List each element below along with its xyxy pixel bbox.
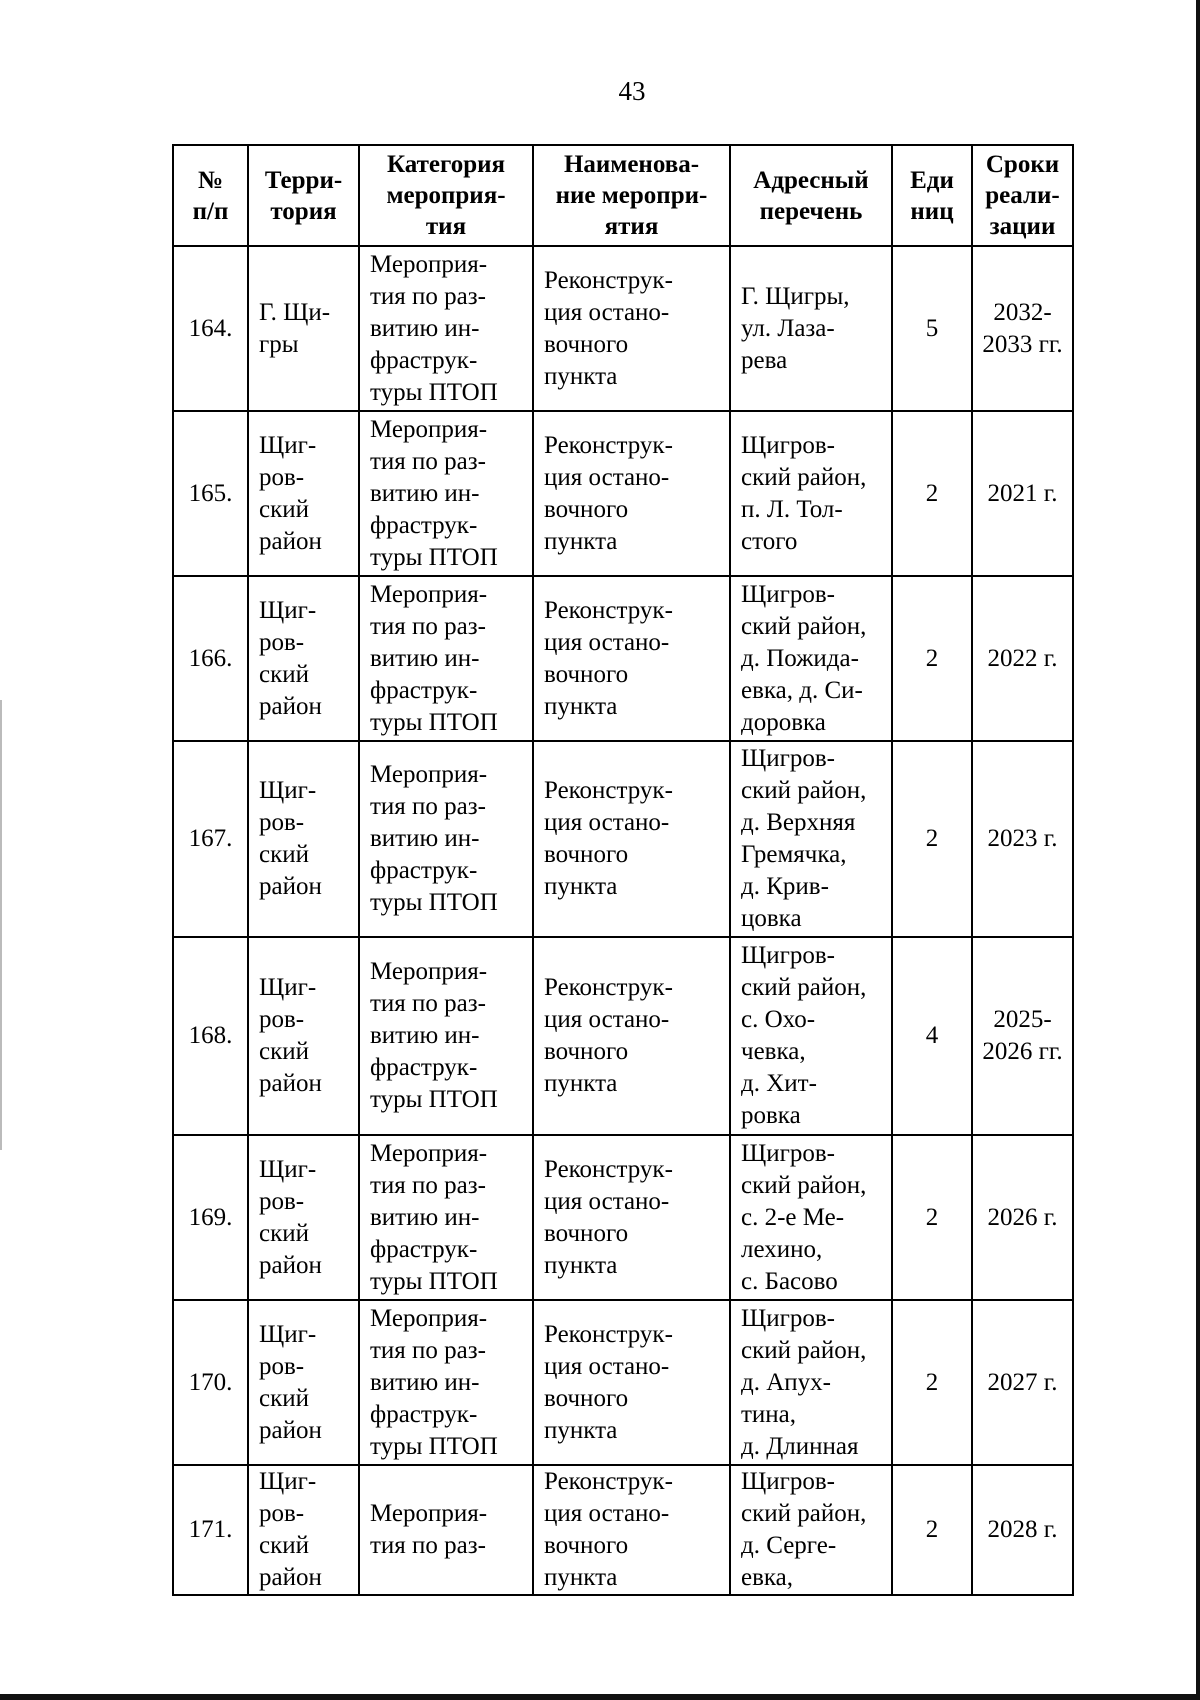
cell-units: 4 xyxy=(892,937,972,1135)
cell-num: 168. xyxy=(173,937,248,1135)
cell-units: 5 xyxy=(892,246,972,411)
cell-category: Мероприя- тия по раз- xyxy=(359,1465,533,1595)
cell-territory: Г. Щи- гры xyxy=(248,246,359,411)
cell-category: Мероприя- тия по раз- витию ин- фраструк- туры ПТОП xyxy=(359,576,533,741)
cell-name: Реконструк- ция остано- вочного пункта xyxy=(533,937,730,1135)
header-territory: Терри- тория xyxy=(248,145,359,246)
cell-term: 2028 г. xyxy=(972,1465,1073,1595)
cell-address: Щигров- ский район, с. 2-е Ме- лехино, с. Басово xyxy=(730,1135,892,1300)
table-row xyxy=(173,246,1073,411)
cell-territory: Щиг- ров- ский район xyxy=(248,741,359,937)
cell-category: Мероприя- тия по раз- витию ин- фраструк- туры ПТОП xyxy=(359,411,533,576)
cell-term: 2025- 2026 гг. xyxy=(972,937,1073,1135)
table-row xyxy=(173,937,1073,1135)
cell-territory: Щиг- ров- ский район xyxy=(248,937,359,1135)
cell-units: 2 xyxy=(892,1135,972,1300)
cell-category: Мероприя- тия по раз- витию ин- фраструк- туры ПТОП xyxy=(359,1300,533,1465)
cell-address: Щигров- ский район, с. Охо- чевка, д. Хит- ровка xyxy=(730,937,892,1135)
cell-units: 2 xyxy=(892,576,972,741)
cell-name: Реконструк- ция остано- вочного пункта xyxy=(533,576,730,741)
cell-units: 2 xyxy=(892,1465,972,1595)
cell-address: Щигров- ский район, д. Пожида- евка, д. Си- доровка xyxy=(730,576,892,741)
cell-category: Мероприя- тия по раз- витию ин- фраструк- туры ПТОП xyxy=(359,246,533,411)
cell-territory: Щиг- ров- ский район xyxy=(248,576,359,741)
scan-edge-right xyxy=(1196,0,1200,1700)
cell-name: Реконструк- ция остано- вочного пункта xyxy=(533,246,730,411)
header-units: Еди ниц xyxy=(892,145,972,246)
events-table xyxy=(172,144,1074,1596)
scan-edge-left xyxy=(0,700,2,1150)
header-category: Категория мероприя- тия xyxy=(359,145,533,246)
table-row xyxy=(173,1300,1073,1465)
header-address: Адресный перечень xyxy=(730,145,892,246)
cell-address: Г. Щигры, ул. Лаза- рева xyxy=(730,246,892,411)
cell-term: 2023 г. xyxy=(972,741,1073,937)
cell-num: 165. xyxy=(173,411,248,576)
cell-term: 2027 г. xyxy=(972,1300,1073,1465)
cell-num: 167. xyxy=(173,741,248,937)
cell-name: Реконструк- ция остано- вочного пункта xyxy=(533,741,730,937)
cell-num: 164. xyxy=(173,246,248,411)
cell-category: Мероприя- тия по раз- витию ин- фраструк- туры ПТОП xyxy=(359,937,533,1135)
cell-name: Реконструк- ция остано- вочного пункта xyxy=(533,411,730,576)
table-row xyxy=(173,1465,1073,1595)
cell-num: 169. xyxy=(173,1135,248,1300)
table-header-row xyxy=(173,145,1073,246)
cell-units: 2 xyxy=(892,1300,972,1465)
page-number: 43 xyxy=(618,76,646,106)
cell-term: 2022 г. xyxy=(972,576,1073,741)
cell-address: Щигров- ский район, д. Верхняя Гремячка, д. Крив- цовка xyxy=(730,741,892,937)
header-num: № п/п xyxy=(173,145,248,246)
header-name: Наименова- ние меропри- ятия xyxy=(533,145,730,246)
cell-territory: Щиг- ров- ский район xyxy=(248,411,359,576)
cell-num: 171. xyxy=(173,1465,248,1595)
header-term: Сроки реали- зации xyxy=(972,145,1073,246)
cell-term: 2032- 2033 гг. xyxy=(972,246,1073,411)
cell-address: Щигров- ский район, п. Л. Тол- стого xyxy=(730,411,892,576)
cell-term: 2021 г. xyxy=(972,411,1073,576)
table-row xyxy=(173,741,1073,937)
cell-address: Щигров- ский район, д. Апух- тина, д. Длинная xyxy=(730,1300,892,1465)
cell-category: Мероприя- тия по раз- витию ин- фраструк- туры ПТОП xyxy=(359,741,533,937)
cell-num: 166. xyxy=(173,576,248,741)
cell-category: Мероприя- тия по раз- витию ин- фраструк- туры ПТОП xyxy=(359,1135,533,1300)
cell-territory: Щиг- ров- ский район xyxy=(248,1135,359,1300)
cell-name: Реконструк- ция остано- вочного пункта xyxy=(533,1465,730,1595)
cell-territory: Щиг- ров- ский район xyxy=(248,1300,359,1465)
table-row xyxy=(173,411,1073,576)
cell-territory: Щиг- ров- ский район xyxy=(248,1465,359,1595)
cell-name: Реконструк- ция остано- вочного пункта xyxy=(533,1135,730,1300)
cell-address: Щигров- ский район, д. Серге- евка, xyxy=(730,1465,892,1595)
cell-num: 170. xyxy=(173,1300,248,1465)
cell-term: 2026 г. xyxy=(972,1135,1073,1300)
cell-units: 2 xyxy=(892,741,972,937)
table-row xyxy=(173,576,1073,741)
scan-edge-bottom xyxy=(0,1694,1200,1700)
table-row xyxy=(173,1135,1073,1300)
cell-name: Реконструк- ция остано- вочного пункта xyxy=(533,1300,730,1465)
cell-units: 2 xyxy=(892,411,972,576)
